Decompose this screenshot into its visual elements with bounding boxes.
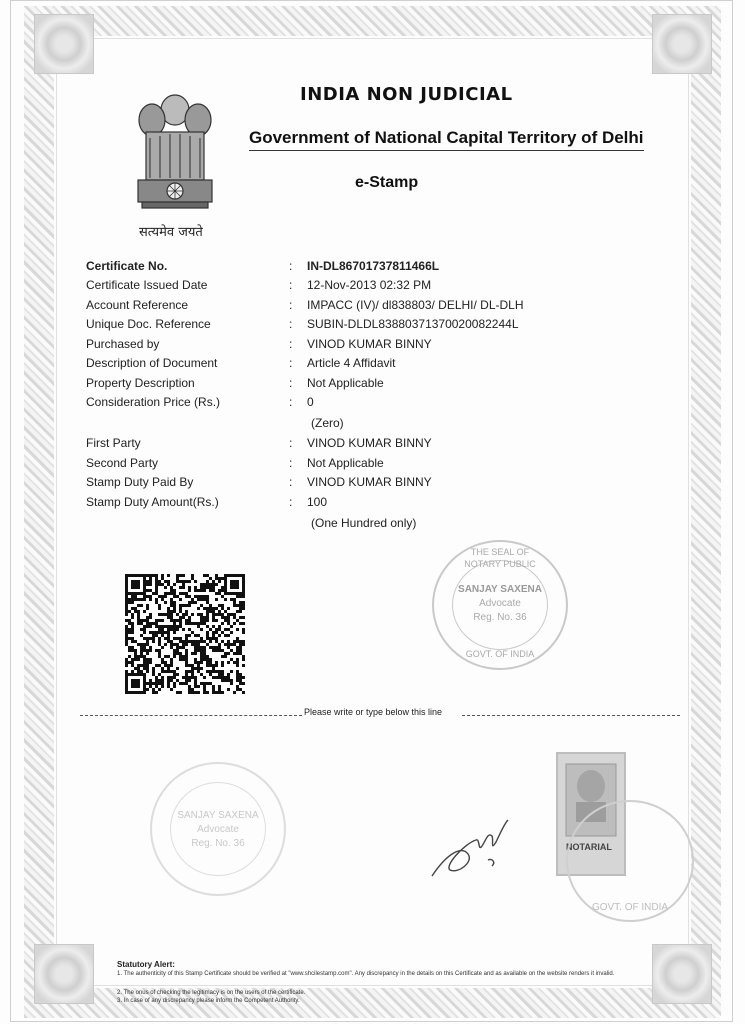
field-label: Certificate No. <box>86 259 168 273</box>
corner-ornament-bottom-left <box>34 944 94 1004</box>
field-value: SUBIN-DLDL83880371370020082244L <box>307 317 519 331</box>
field-value: Not Applicable <box>307 456 384 470</box>
divider-left <box>80 715 302 717</box>
field-label: Property Description <box>86 376 195 390</box>
colon: : <box>289 317 293 331</box>
field-value: 100 <box>307 495 328 509</box>
field-value: Not Applicable <box>307 376 384 390</box>
seal-bottom-text: GOVT. OF INDIA <box>465 649 535 659</box>
field-label: First Party <box>86 436 141 450</box>
field-value: 12-Nov-2013 02:32 PM <box>307 278 432 292</box>
corner-ornament-top-left <box>34 14 94 74</box>
divider-right <box>462 715 680 717</box>
field-label: Certificate Issued Date <box>86 278 208 292</box>
corner-ornament-top-right <box>652 14 712 74</box>
field-value: IMPACC (IV)/ dl838803/ DELHI/ DL-DLH <box>307 298 524 312</box>
field-value: VINOD KUMAR BINNY <box>307 436 432 450</box>
field-value: Article 4 Affidavit <box>307 356 396 370</box>
colon: : <box>289 495 293 509</box>
colon: : <box>289 337 293 351</box>
page-title: INDIA NON JUDICIAL <box>300 84 513 105</box>
colon: : <box>289 259 293 273</box>
statutory-alert-item-3: 3. In case of any discrepancy please inform the Competent Authority. <box>117 998 300 1004</box>
statutory-alert-item-2: 2. The onus of checking the legitimacy is on the users of the certificate. <box>117 990 306 996</box>
faint-notary-seal <box>150 762 286 896</box>
colon: : <box>289 456 293 470</box>
qr-code <box>125 574 245 694</box>
faint-seal-reg: Reg. No. 36 <box>191 838 245 849</box>
field-label: Consideration Price (Rs.) <box>86 395 221 409</box>
field-value: VINOD KUMAR BINNY <box>307 475 432 489</box>
colon: : <box>289 298 293 312</box>
notary-seal <box>432 540 568 670</box>
statutory-alert-title: Statutory Alert: <box>117 960 175 969</box>
amount-in-words: (One Hundred only) <box>311 516 417 530</box>
field-label: Stamp Duty Amount(Rs.) <box>86 495 219 509</box>
statutory-alert-item-1: 1. The authenticity of this Stamp Certificate should be verified at "www.shcilestamp.com". Any discrepancy in the details on this Certificate and as available on the website renders it invalid. <box>117 971 615 977</box>
national-motto: सत्यमेव जयते <box>139 225 203 240</box>
field-label: Second Party <box>86 456 159 470</box>
field-label: Account Reference <box>86 298 189 312</box>
faint-seal-name: SANJAY SAXENA <box>177 810 259 821</box>
colon: : <box>289 475 293 489</box>
stamp-label: NOTARIAL <box>566 842 612 852</box>
government-subtitle: Government of National Capital Territory of Delhi <box>249 128 644 151</box>
colon: : <box>289 356 293 370</box>
divider-label: Please write or type below this line <box>304 707 443 717</box>
colon: : <box>289 395 293 409</box>
seal-top-text: THE SEAL OF NOTARY PUBLIC <box>464 547 536 569</box>
consideration-in-words: (Zero) <box>311 416 344 430</box>
colon: : <box>289 376 293 390</box>
estamp-label: e-Stamp <box>355 174 419 191</box>
field-label: Description of Document <box>86 356 218 370</box>
seal-name: SANJAY SAXENA <box>458 584 542 595</box>
faint-seal-role: Advocate <box>197 824 239 835</box>
corner-ornament-bottom-right <box>652 944 712 1004</box>
seal-reg: Reg. No. 36 <box>473 612 527 623</box>
field-label: Unique Doc. Reference <box>86 317 211 331</box>
field-value: IN-DL86701737811466L <box>307 259 440 273</box>
handwritten-signature <box>428 812 518 882</box>
field-label: Purchased by <box>86 337 160 351</box>
ashoka-emblem-icon <box>130 88 220 218</box>
field-value: VINOD KUMAR BINNY <box>307 337 432 351</box>
field-value: 0 <box>307 395 314 409</box>
field-label: Stamp Duty Paid By <box>86 475 194 489</box>
colon: : <box>289 278 293 292</box>
colon: : <box>289 436 293 450</box>
overlapping-seal-bottom-text: GOVT. OF INDIA <box>591 902 669 913</box>
overlapping-seal <box>566 800 694 922</box>
seal-role: Advocate <box>479 598 521 609</box>
